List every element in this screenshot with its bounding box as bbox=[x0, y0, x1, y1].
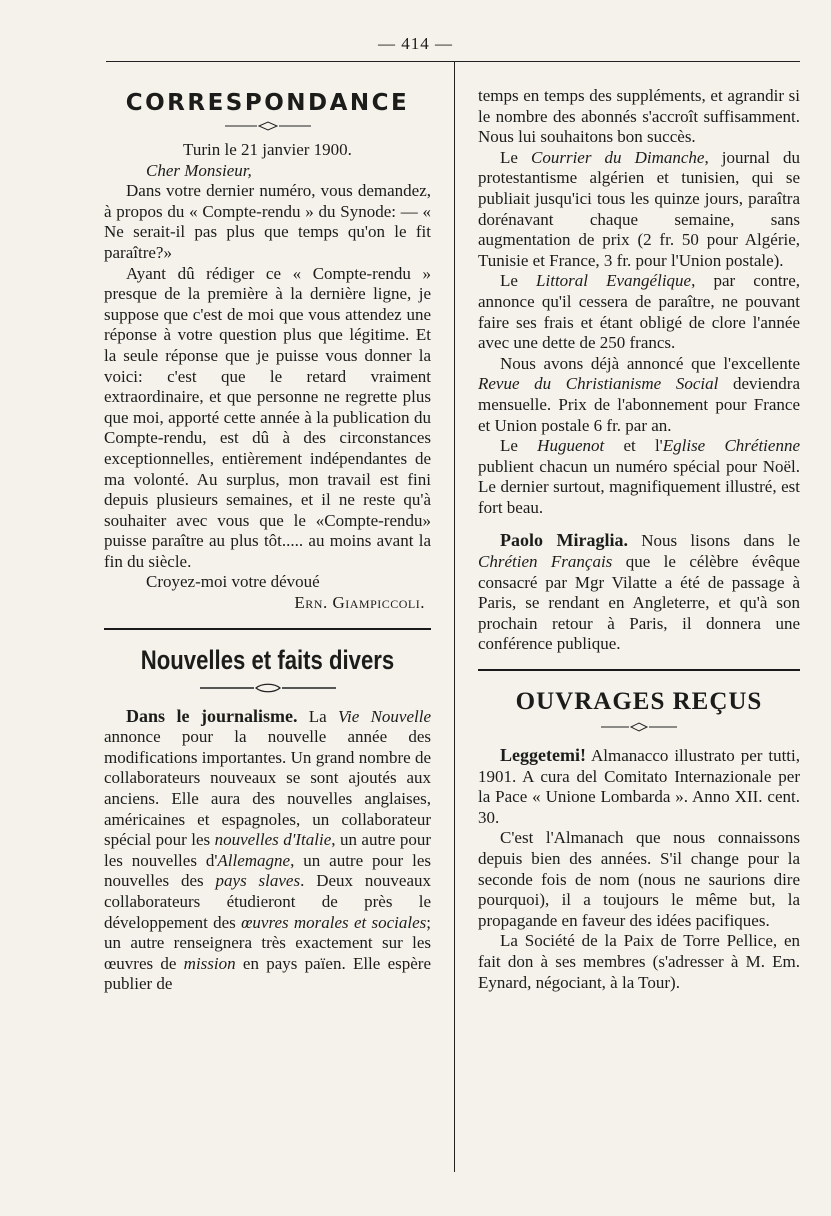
page-number: — 414 — bbox=[378, 34, 453, 53]
text-run: ; un autre renseignera très exactement sur les œuvres de bbox=[104, 912, 431, 973]
text-run: Le bbox=[500, 436, 538, 456]
section-rule bbox=[104, 628, 431, 630]
continued-paragraph: temps en temps des suppléments, et agrandir si le nombre des abonnés s'accroît suffisamment. Nous lui souhaitons bon succès. bbox=[478, 86, 800, 147]
journal-title-eglise: Eglise Chrétienne bbox=[662, 436, 800, 456]
italic-pays-slaves: pays slaves bbox=[215, 871, 301, 891]
journal-title-littoral: Littoral Evangélique bbox=[536, 271, 692, 291]
section-rule bbox=[478, 669, 800, 671]
text-run: , journal du protestantisme algérien et tunisien, qui se publiait jusqu'ici tous les quinze jours, paraîtra dorénavant chaque semaine, sans augmentation de prix (2 fr. 50 pour Algérie, Tunisie et France, 3 fr. pour l'Union postale). bbox=[478, 147, 801, 270]
text-run: Le bbox=[500, 147, 531, 167]
ornament-icon bbox=[599, 721, 679, 733]
text-run: , un autre pour les nouvelles d' bbox=[104, 830, 431, 870]
ornament-icon bbox=[223, 120, 313, 132]
leggetemi-lead: Leggetemi! bbox=[500, 745, 586, 766]
letter-signature: Ern. Giampiccoli. bbox=[294, 593, 425, 613]
text-run: Almanacco illustrato per tutti, 1901. A cura del Comitato Internazionale per la Pace « Unione Lombarda ». Anno XII. cent. 30. bbox=[478, 746, 800, 827]
right-column bbox=[478, 86, 800, 993]
text-run: que le célèbre évêque consacré par Mgr Vilatte a été de passage à Paris, se rendant en Angleterre, et qu'à son prochain retour à Paris, il donnera une conférence publique. bbox=[478, 552, 800, 654]
revue-paragraph bbox=[478, 354, 800, 436]
text-run: publient chacun un numéro spécial pour Noël. Le dernier surtout, magnifiquement illustré, est fort beau. bbox=[478, 456, 800, 517]
journal-title-huguenot: Huguenot bbox=[537, 436, 605, 456]
top-rule bbox=[106, 61, 800, 62]
italic-nouvelles-italie: nouvelles d'Italie bbox=[214, 830, 332, 850]
dateline: Turin le 21 janvier 1900. bbox=[183, 140, 352, 159]
letter-paragraph-1: Dans votre dernier numéro, vous demandez, à propos du « Compte-rendu » du Synode: — « Ne serait-il pas plus que temps qu'on le fit paraître?» bbox=[104, 181, 431, 262]
huguenot-paragraph bbox=[478, 436, 800, 518]
text-run: en pays païen. Elle espère publier de bbox=[104, 953, 431, 994]
text-run: deviendra mensuelle. Prix de l'abonnement pour France et Union postale 6 fr. par an. bbox=[478, 374, 800, 435]
journal-title-vie-nouvelle: Vie Nouvelle bbox=[337, 706, 431, 726]
ornament-icon bbox=[198, 682, 338, 694]
text-run: et l' bbox=[604, 436, 663, 456]
journal-title-revue: Revue du Christianisme Social bbox=[478, 374, 719, 394]
text-run: . Deux nouveaux collaborateurs étudieront de près le développement des bbox=[104, 871, 431, 932]
leggetemi-paragraph bbox=[478, 745, 800, 828]
salutation: Cher Monsieur, bbox=[146, 160, 252, 180]
nouvelles-title: Nouvelles et faits divers bbox=[140, 644, 395, 675]
journalisme-lead: Dans le journalisme. bbox=[126, 705, 298, 726]
almanach-paragraph: C'est l'Almanach que nous connaissons depuis bien des années. S'il change pour la seconde fois de nom (nous ne saurions dire pourquoi), il a toujours le même but, la propagande en faveur des idées pacifiques. bbox=[478, 828, 800, 930]
letter-closing: Croyez-moi votre dévoué bbox=[146, 572, 320, 592]
letter-paragraph-2: Ayant dû rédiger ce « Compte-rendu » presque de la première à la dernière ligne, je suppose que c'est de moi que vous attendez une réponse à votre question plus que légitime. Et la seule réponse que je puisse vous donner la voici: c'est que le retard vraiment extraordinaire, et que personne ne regrette plus que moi, apporté cette année à la publication du Compte-rendu, est dû à des circonstances exceptionnelles, entièrement indépendantes de ma volonté. Au surplus, mon travail est fini depuis plusieurs semaines, et il ne reste qu'à souhaiter avec vous que le «Compte-rendu» puisse paraître au plus tôt..... au moins avant la fin du siècle. bbox=[104, 263, 431, 571]
text-run: Le bbox=[500, 271, 537, 291]
journalisme-paragraph bbox=[104, 706, 431, 995]
text-run: , un autre pour les nouvelles des bbox=[104, 850, 431, 891]
journal-title-chretien: Chrétien Français bbox=[478, 552, 613, 572]
journal-title-courrier: Courrier du Dimanche bbox=[531, 147, 705, 167]
text-run: La bbox=[297, 706, 338, 726]
societe-paragraph: La Société de la Paix de Torre Pellice, en fait don à ses membres (s'adresser à M. Em. Eynard, négociant, à la Tour). bbox=[478, 931, 800, 992]
italic-mission: mission bbox=[183, 953, 236, 973]
paolo-paragraph bbox=[478, 530, 800, 655]
text-run: Nous lisons dans le bbox=[627, 531, 800, 551]
correspondance-title: CORRESPONDANCE bbox=[125, 90, 410, 116]
left-column bbox=[104, 84, 431, 995]
text-run: Nous avons déjà annoncé que l'excellente bbox=[500, 353, 800, 373]
italic-allemagne: Allemagne bbox=[217, 850, 291, 870]
littoral-paragraph bbox=[478, 271, 800, 353]
column-divider bbox=[454, 62, 455, 1172]
courrier-paragraph bbox=[478, 148, 800, 272]
italic-oeuvres: œuvres morales et sociales bbox=[241, 912, 427, 932]
ouvrages-title: OUVRAGES REÇUS bbox=[515, 688, 763, 716]
paolo-lead: Paolo Miraglia. bbox=[500, 530, 628, 551]
text-run: , par contre, annonce qu'il cessera de paraître, ne pouvant faire ses frais et étant obligé de clore l'année avec une dette de 250 francs. bbox=[478, 271, 800, 353]
text-run: annonce pour la nouvelle année des modifications importantes. Un grand nombre de collaborateurs nouveaux se sont ajoutés aux anciens. Elle aura des nouvelles anglaises, américaines et espagnoles, un collaborateur spécial pour les bbox=[104, 727, 431, 850]
